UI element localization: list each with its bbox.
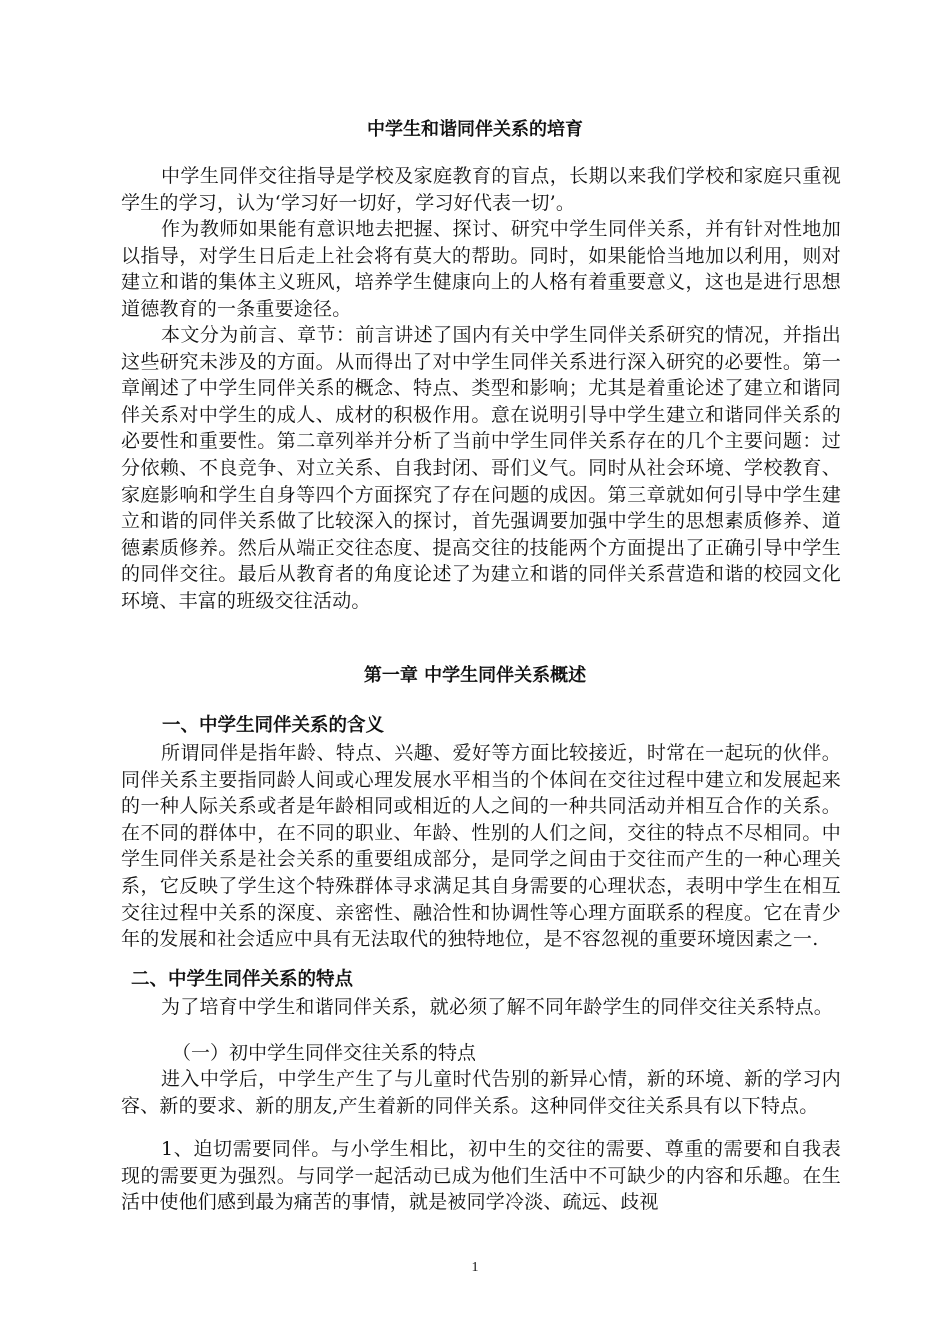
section-heading-1: 一、中学生同伴关系的含义 — [162, 715, 385, 736]
section-heading-2: 二、中学生同伴关系的特点 — [131, 969, 354, 990]
section-2-paragraph: 为了培育中学生和谐同伴关系，就必须了解不同年龄学生的同伴交往关系特点。 — [161, 996, 834, 1018]
subsection-1-paragraph-2: 1、迫切需要同伴。与小学生相比，初中生的交往的需要、尊重的需要和自我表现的需要更为强烈。与同学一起活动已成为他们生活中不可缺少的内容和乐趣。在生活中使他们感到最为痛苦的事情，就是被同学冷淡、疏远、歧视 — [121, 1138, 841, 1214]
document-title: 中学生和谐同伴关系的培育 — [367, 119, 583, 140]
section-1-paragraph: 所谓同伴是指年龄、特点、兴趣、爱好等方面比较接近，时常在一起玩的伙伴。同伴关系主要指同龄人间或心理发展水平相当的个体间在交往过程中建立和发展起来的一种人际关系或者是年龄相同或相近的人之间的一种共同活动并相互合作的关系。在不同的群体中，在不同的职业、年龄、性别的人们之间，交往的特点不尽相同。中学生同伴关系是社会关系的重要组成部分，是同学之间由于交往而产生的一种心理关系，它反映了学生这个特殊群体寻求满足其自身需要的心理状态，表明中学生在相互交往过程中关系的深度、亲密性、融洽性和协调性等心理方面联系的程度。它在青少年的发展和社会适应中具有无法取代的独特地位，是不容忽视的重要环境因素之一. — [121, 742, 841, 951]
subsection-1-paragraph-1: 进入中学后，中学生产生了与儿童时代告别的新异心情，新的环境、新的学习内容、新的要求、新的朋友,产生着新的同伴关系。这种同伴交往关系具有以下特点。 — [121, 1068, 841, 1117]
intro-paragraph-2: 作为教师如果能有意识地去把握、探讨、研究中学生同伴关系，并有针对性地加以指导，对学生日后走上社会将有莫大的帮助。同时，如果能恰当地加以利用，则对建立和谐的集体主义班风，培养学生健康向上的人格有着重要意义，这也是进行思想道德教育的一条重要途径。 — [121, 218, 841, 320]
page-number: 1 — [471, 1260, 479, 1275]
chapter-title: 第一章 中学生同伴关系概述 — [363, 665, 587, 686]
intro-paragraph-1: 中学生同伴交往指导是学校及家庭教育的盲点，长期以来我们学校和家庭只重视学生的学习，认为‘学习好一切好，学习好代表一切’。 — [121, 165, 841, 214]
subsection-heading-1: （一）初中学生同伴交往关系的特点 — [172, 1042, 477, 1064]
intro-paragraph-3: 本文分为前言、章节：前言讲述了国内有关中学生同伴关系研究的情况，并指出这些研究未涉及的方面。从而得出了对中学生同伴关系进行深入研究的必要性。第一章阐述了中学生同伴关系的概念、特点、类型和影响；尤其是着重论述了建立和谐同伴关系对中学生的成人、成材的积极作用。意在说明引导中学生建立和谐同伴关系的必要性和重要性。第二章列举并分析了当前中学生同伴关系存在的几个主要问题：过分依赖、不良竞争、对立关系、自我封闭、哥们义气。同时从社会环境、学校教育、家庭影响和学生自身等四个方面探究了存在问题的成因。第三章就如何引导中学生建立和谐的同伴关系做了比较深入的探讨，首先强调要加强中学生的思想素质修养、道德素质修养。然后从端正交往态度、提高交往的技能两个方面提出了正确引导中学生的同伴交往。最后从教育者的角度论述了为建立和谐的同伴关系营造和谐的校园文化环境、丰富的班级交往活动。 — [121, 324, 841, 612]
